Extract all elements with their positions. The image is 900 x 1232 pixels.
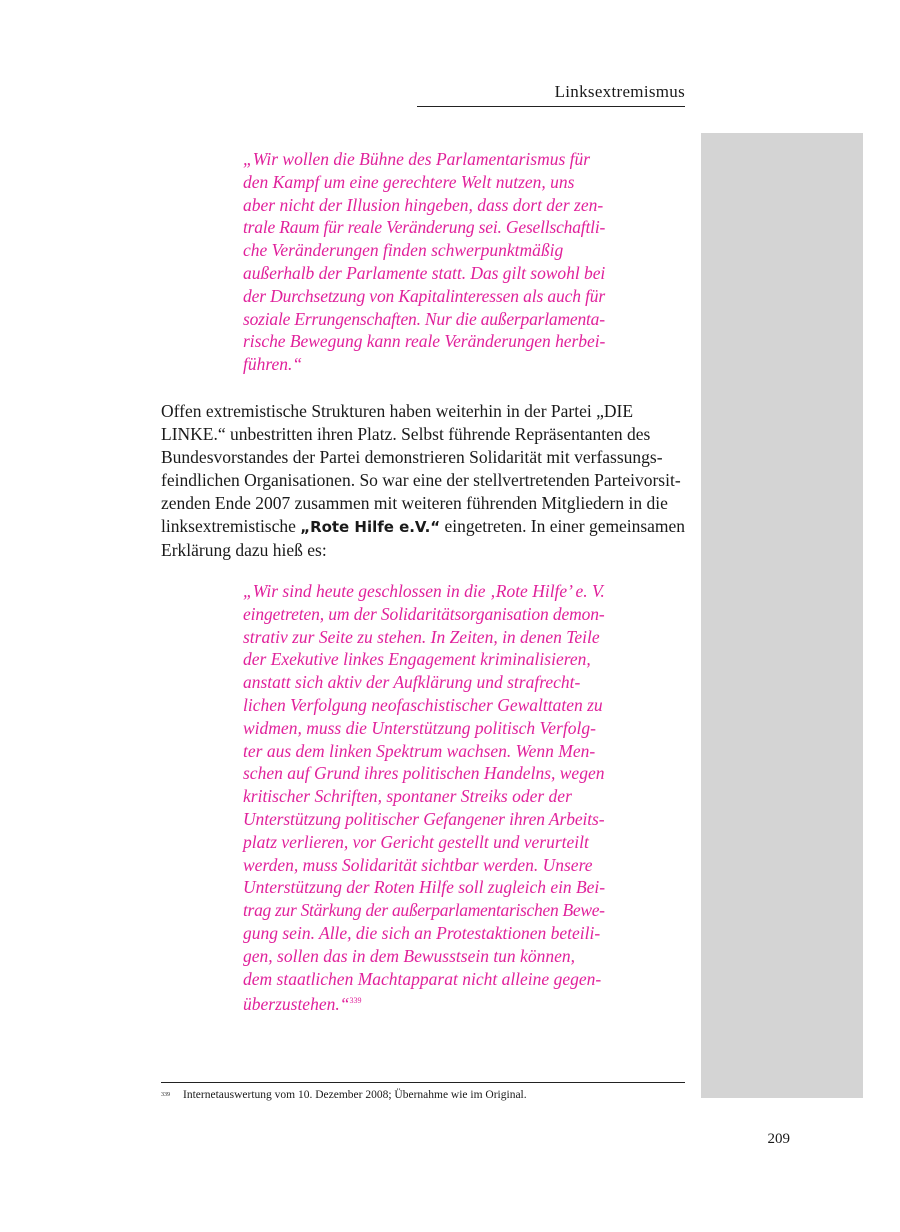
quote-line: che Veränderungen finden schwerpunktmäßig: [243, 240, 564, 261]
quote-line: werden, muss Solidarität sichtbar werden. Unsere: [243, 854, 593, 875]
block-quote-2: [243, 580, 605, 1016]
quote-line: kritischer Schriften, spontaner Streiks oder der: [243, 786, 572, 807]
quote-line: trag zur Stärkung der außerparlamentarischen Bewe-: [243, 900, 605, 921]
organization-name: „Rote Hilfe e.V.“: [300, 518, 441, 536]
quote-line: aber nicht der Illusion hingeben, dass dort der zen-: [243, 194, 604, 215]
quote-line: schen auf Grund ihres politischen Handelns, wegen: [243, 763, 605, 784]
quote-line: den Kampf um eine gerechtere Welt nutzen, uns: [243, 171, 575, 192]
paragraph-text: eingetreten. In einer gemeinsamen: [440, 516, 686, 536]
quote-line: soziale Errungenschaften. Nur die außerparlamenta-: [243, 308, 605, 329]
paragraph-text: linksextremistische: [161, 516, 301, 536]
quote-line: Unterstützung der Roten Hilfe soll zugleich ein Bei-: [243, 877, 606, 898]
paragraph-line: feindlichen Organisationen. So war eine der stellvertretenden Parteivorsit-: [161, 470, 681, 490]
quote-last-line: [243, 990, 605, 1016]
quote-line: trale Raum für reale Veränderung sei. Gesellschaftli-: [243, 217, 606, 238]
page-number: 209: [767, 1131, 790, 1147]
quote-line: lichen Verfolgung neofaschistischer Gewalttaten zu: [243, 694, 603, 715]
quote-line: eingetreten, um der Solidaritätsorganisation demon-: [243, 603, 605, 624]
quote-line: gung sein. Alle, die sich an Protestaktionen beteili-: [243, 922, 601, 943]
quote-line: widmen, muss die Unterstützung politisch Verfolg-: [243, 717, 596, 738]
paragraph-line: Bundesvorstandes der Partei demonstrieren Solidarität mit verfassungs-: [161, 447, 663, 467]
quote-line: platz verlieren, vor Gericht gestellt und verurteilt: [243, 831, 589, 852]
paragraph-line: Offen extremistische Strukturen haben weiterhin in der Partei „DIE: [161, 401, 634, 421]
quote-line: „Wir wollen die Bühne des Parlamentarismus für: [243, 149, 591, 169]
margin-bar: [701, 133, 863, 1098]
quote-line: dem staatlichen Machtapparat nicht alleine gegen-: [243, 968, 602, 989]
quote-line: ter aus dem linken Spektrum wachsen. Wenn Men-: [243, 740, 596, 761]
quote-line: „Wir sind heute geschlossen in die ‚Rote Hilfe’ e. V.: [243, 581, 605, 601]
header-rule: [417, 106, 685, 107]
quote-line: führen.“: [243, 354, 303, 375]
footnote-reference[interactable]: 339: [349, 996, 362, 1006]
block-quote-1: [243, 148, 605, 376]
quote-line: strativ zur Seite zu stehen. In Zeiten, in denen Teile: [243, 626, 600, 647]
paragraph-line: LINKE.“ unbestritten ihren Platz. Selbst führende Repräsentanten des: [161, 424, 651, 444]
quote-line: anstatt sich aktiv der Aufklärung und strafrecht-: [243, 672, 581, 693]
footnote-text: Internetauswertung vom 10. Dezember 2008; Übernahme wie im Original.: [183, 1089, 527, 1101]
body-paragraph: [161, 400, 685, 562]
running-title: Linksextremismus: [554, 82, 685, 101]
quote-line: der Durchsetzung von Kapitalinteressen als auch für: [243, 285, 606, 306]
footnote: [161, 1088, 685, 1102]
paragraph-line-with-term: [161, 515, 685, 539]
footnote-number: 339: [161, 1092, 170, 1098]
paragraph-line: Erklärung dazu hieß es:: [161, 540, 327, 560]
quote-line: Unterstützung politischer Gefangener ihren Arbeits-: [243, 808, 605, 829]
quote-line: außerhalb der Parlamente statt. Das gilt sowohl bei: [243, 262, 606, 283]
paragraph-line: zenden Ende 2007 zusammen mit weiteren führenden Mitgliedern in die: [161, 493, 668, 513]
quote-line: der Exekutive linkes Engagement kriminalisieren,: [243, 649, 591, 670]
quote-line: gen, sollen das in dem Bewusstsein tun können,: [243, 945, 575, 966]
footnote-rule: [161, 1082, 685, 1083]
quote-line: rische Bewegung kann reale Veränderungen herbei-: [243, 331, 606, 352]
quote-text: überzustehen.“: [243, 994, 350, 1015]
